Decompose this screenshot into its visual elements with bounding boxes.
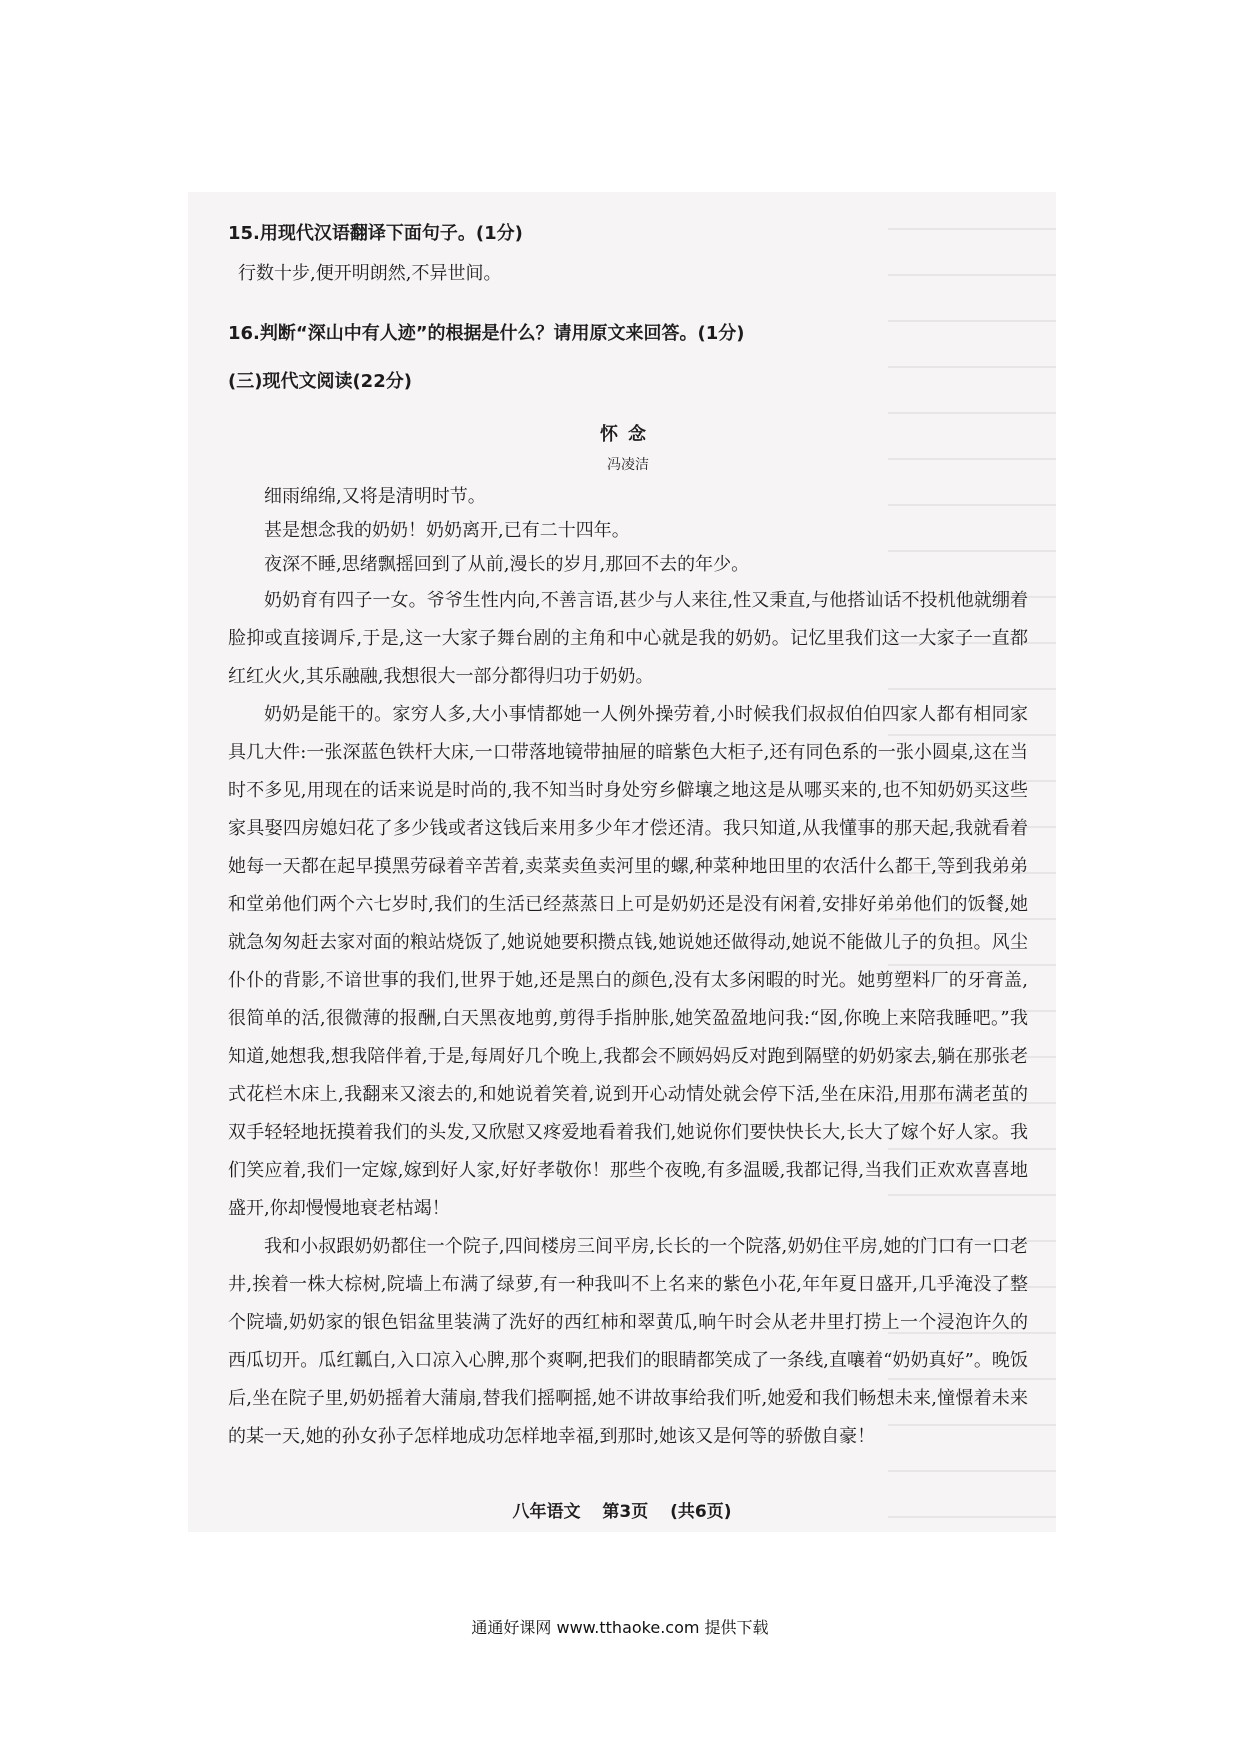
- footer-subject: 八年语文: [512, 1502, 581, 1522]
- article-author: 冯凌洁: [607, 457, 649, 473]
- article-line: 甚是想念我的奶奶！奶奶离开,已有二十四年。: [264, 520, 630, 541]
- article-title: 怀念: [600, 424, 656, 445]
- article-paragraph: 奶奶育有四子一女。爷爷生性内向,不善言语,甚少与人来往,性又秉直,与他搭讪话不投机他就绷着脸抑或直接调斥,于是,这一大家子舞台剧的主角和中心就是我的奶奶。记忆里我们这一大家子一直都红红火火,其乐融融,我想很大一部分都得归功于奶奶。: [228, 590, 1028, 687]
- question-16: 16.判断“深山中有人迹”的根据是什么？请用原文来回答。(1分): [228, 323, 745, 344]
- scanned-exam-page: [188, 192, 1056, 1532]
- question-15-sentence: 行数十步,便开明朗然,不异世间。: [238, 263, 502, 284]
- section-heading: (三)现代文阅读(22分): [228, 371, 412, 392]
- question-15: 15.用现代汉语翻译下面句子。(1分): [228, 223, 523, 244]
- page-content: [228, 222, 1028, 1456]
- footer-page-number: 第3页: [602, 1502, 649, 1522]
- article-body: [228, 480, 1028, 1456]
- footer-total-pages: (共6页): [670, 1502, 732, 1522]
- page-footer: [188, 1497, 1056, 1522]
- article-paragraph: 奶奶是能干的。家穷人多,大小事情都她一人例外操劳着,小时候我们叔叔伯伯四家人都有相同家具几大件:一张深蓝色铁杆大床,一口带落地镜带抽屉的暗紫色大柜子,还有同色系的一张小圆桌,这在当时不多见,用现在的话来说是时尚的,我不知当时身处穷乡僻壤之地这是从哪买来的,也不知奶奶买这些家具娶四房媳妇花了多少钱或者这钱后来用多少年才偿还清。我只知道,从我懂事的那天起,我就看着她每一天都在起早摸黑劳碌着辛苦着,卖菜卖鱼卖河里的螺,种菜种地田里的农活什么都干,等到我弟弟和堂弟他们两个六七岁时,我们的生活已经蒸蒸日上可是奶奶还是没有闲着,安排好弟弟他们的饭餐,她就急匆匆赶去家对面的粮站烧饭了,她说她要积攒点钱,她说她还做得动,她说不能做儿子的负担。风尘仆仆的背影,不谙世事的我们,世界于她,还是黑白的颜色,没有太多闲暇的时光。她剪塑料厂的牙膏盖,很简单的活,很微薄的报酬,白天黑夜地剪,剪得手指肿胀,她笑盈盈地问我:“囡,你晚上来陪我睡吧。”我知道,她想我,想我陪伴着,于是,每周好几个晚上,我都会不顾妈妈反对跑到隔壁的奶奶家去,躺在那张老式花栏木床上,我翻来又滚去的,和她说着笑着,说到开心动情处就会停下活,坐在床沿,用那布满老茧的双手轻轻地抚摸着我们的头发,又欣慰又疼爱地看着我们,她说你们要快快长大,长大了嫁个好人家。我们笑应着,我们一定嫁,嫁到好人家,好好孝敬你！那些个夜晚,有多温暖,我都记得,当我们正欢欢喜喜地盛开,你却慢慢地衰老枯竭！: [228, 704, 1028, 1219]
- download-credit: 通通好课网 www.tthaoke.com 提供下载: [471, 1618, 769, 1637]
- article-line: 细雨绵绵,又将是清明时节。: [264, 486, 486, 507]
- article-paragraph: 我和小叔跟奶奶都住一个院子,四间楼房三间平房,长长的一个院落,奶奶住平房,她的门口有一口老井,挨着一株大棕树,院墙上布满了绿萝,有一种我叫不上名来的紫色小花,年年夏日盛开,几乎淹没了整个院墙,奶奶家的银色铝盆里装满了洗好的西红柿和翠黄瓜,晌午时会从老井里打捞上一个浸泡许久的西瓜切开。瓜红瓤白,入口凉入心脾,那个爽啊,把我们的眼睛都笑成了一条线,直嚷着“奶奶真好”。晚饭后,坐在院子里,奶奶摇着大蒲扇,替我们摇啊摇,她不讲故事给我们听,她爱和我们畅想未来,憧憬着未来的某一天,她的孙女孙子怎样地成功怎样地幸福,到那时,她该又是何等的骄傲自豪！: [228, 1236, 1028, 1447]
- article-line: 夜深不睡,思绪飘摇回到了从前,漫长的岁月,那回不去的年少。: [264, 554, 750, 575]
